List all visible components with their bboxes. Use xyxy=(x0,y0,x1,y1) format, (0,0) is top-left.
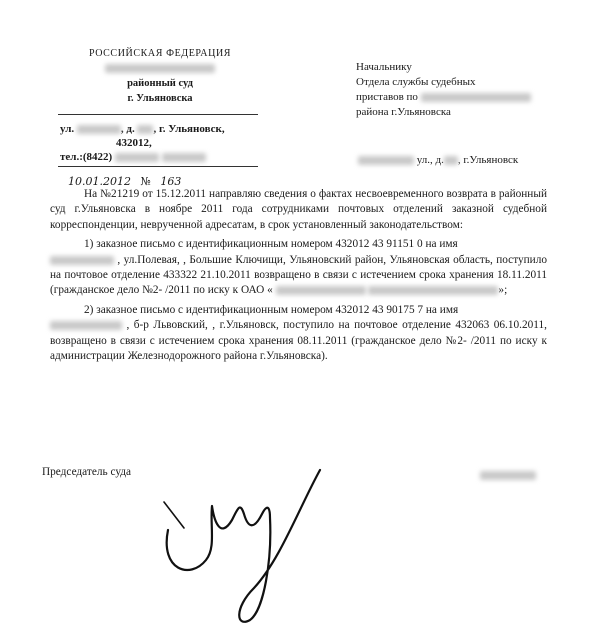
addressee-address xyxy=(358,154,518,166)
item-2-details: , б-р Львовский, , г.Ульяновск, поступило на почтовое отделение 432063 06.10.2011, возвращено в связи с истечением срока хранения 08.11.2011 (гражданское дело №2- /2011 по иску к администрации Железнодорожного района г.Ульяновска). xyxy=(50,319,548,363)
signature-label: Председатель суда xyxy=(42,466,132,478)
court-address xyxy=(60,122,270,164)
item-2-heading: 2) заказное письмо с идентификационным номером 432012 43 90175 7 на имя xyxy=(84,303,459,316)
phone-prefix: тел.:(8422) xyxy=(60,151,113,163)
redacted-signer-name xyxy=(480,466,536,484)
street-prefix: ул. xyxy=(60,123,75,135)
header-rule-bottom xyxy=(58,166,258,167)
outgoing-date: 10.01.2012 xyxy=(68,175,131,188)
letter-body xyxy=(50,187,547,364)
item-1-heading: 1) заказное письмо с идентификационным номером 432012 43 91151 0 на имя xyxy=(84,238,458,251)
court-city: г. Ульяновска xyxy=(127,93,193,104)
addressee-block xyxy=(356,60,566,120)
intro-paragraph: На №21219 от 15.12.2011 направляю сведения о фактах несвоевременного возврата в районный суд г.Ульяновска в ноябре 2011 года сотрудниками почтовых отделений заказной судебной корреспонденции, неврученной адресатам, в срок установленный законодательством: xyxy=(50,188,547,231)
redacted-court-name xyxy=(60,61,260,76)
court-postal-index: 432012, xyxy=(116,137,152,149)
outgoing-number-label: № xyxy=(140,175,151,188)
court-type: районный суд xyxy=(127,78,193,89)
country-name: РОССИЙСКАЯ ФЕДЕРАЦИЯ xyxy=(88,48,232,59)
court-header xyxy=(60,46,260,106)
addressee-line-2: Отдела службы судебных xyxy=(356,76,476,88)
addressee-city: , г.Ульяновск xyxy=(457,154,519,166)
outgoing-number: 163 xyxy=(160,175,182,188)
handwritten-signature xyxy=(150,410,330,630)
court-address-city: , г. Ульяновск, xyxy=(153,123,225,135)
header-rule-top xyxy=(58,114,258,115)
court-phone-row xyxy=(60,150,270,164)
addressee-line-4: района г.Ульяновска xyxy=(356,106,451,118)
addressee-line-1: Начальнику xyxy=(356,61,412,73)
addressee-line-3: приставов по xyxy=(356,90,566,105)
house-prefix: , д. xyxy=(120,123,135,135)
court-street-row xyxy=(60,122,270,136)
addressee-street: ул., д. xyxy=(416,154,444,166)
item-1-details: , ул.Полевая, , Большие Ключищи, Ульяновский район, Ульяновская область, поступило на почтовое отделение 433322 21.10.2011 возвращено в связи с истечением срока хранения 18.11.2011 (гражданское дело №2- /2011 по иску к ОАО « »; xyxy=(50,253,548,297)
